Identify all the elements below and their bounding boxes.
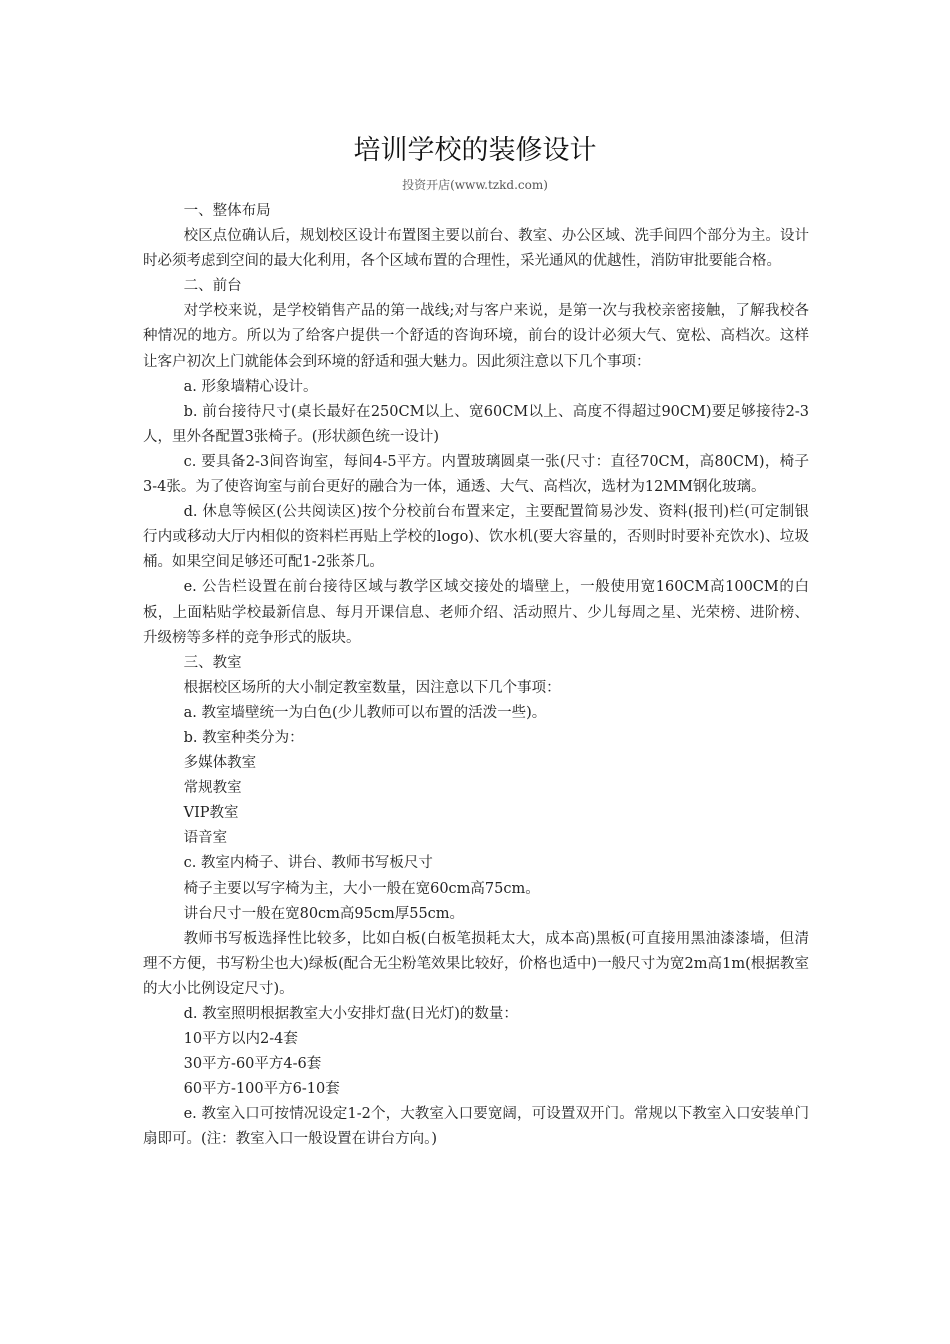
paragraph: 椅子主要以写字椅为主，大小一般在宽60cm高75cm。 bbox=[183, 880, 540, 897]
paragraph: 常规教室 bbox=[183, 780, 242, 797]
paragraph: 30平方-60平方4-6套 bbox=[183, 1056, 322, 1073]
paragraph: a. 教室墙壁统一为白色(少儿教师可以布置的活泼一些)。 bbox=[183, 704, 547, 721]
section-heading: 三、教室 bbox=[183, 654, 242, 671]
source-line: 投资开店(www.tzkd.com) bbox=[402, 178, 548, 192]
section-heading: 二、前台 bbox=[183, 278, 242, 295]
page-title: 培训学校的装修设计 bbox=[353, 135, 597, 166]
paragraph: e. 教室入口可按情况设定1-2个，大教室入口要宽阔，可设置双开门。常规以下教室入口安装单门扇即可。(注：教室入口一般设置在讲台方向。) bbox=[143, 1106, 809, 1148]
paragraph: d. 休息等候区(公共阅读区)按个分校前台布置来定，主要配置简易沙发、资料(报刊)栏(可定制银行内或移动大厅内相似的资料栏再贴上学校的logo)、饮水机(要大容量的，否则时时要补充饮水)、垃圾桶。如果空间足够还可配1-2张茶几。 bbox=[143, 504, 809, 571]
paragraph: 多媒体教室 bbox=[183, 755, 257, 772]
paragraph: 语音室 bbox=[183, 830, 228, 847]
paragraph: a. 形象墙精心设计。 bbox=[183, 378, 318, 395]
paragraph: d. 教室照明根据教室大小安排灯盘(日光灯)的数量： bbox=[183, 1006, 518, 1022]
paragraph: b. 前台接待尺寸(桌长最好在250CM以上、宽60CM以上、高度不得超过90CM)要足够接待2-3人，里外各配置3张椅子。(形状颜色统一设计) bbox=[143, 403, 809, 445]
paragraph: c. 教室内椅子、讲台、教师书写板尺寸 bbox=[183, 855, 433, 872]
paragraph: 60平方-100平方6-10套 bbox=[183, 1081, 340, 1098]
paragraph: 对学校来说，是学校销售产品的第一战线;对与客户来说，是第一次与我校亲密接触，了解我校各种情况的地方。所以为了给客户提供一个舒适的咨询环境，前台的设计必须大气、宽松、高档次。这样让客户初次上门就能体会到环境的舒适和强大魅力。因此须注意以下几个事项： bbox=[143, 303, 809, 370]
paragraph: e. 公告栏设置在前台接待区域与教学区域交接处的墙壁上，一般使用宽160CM高100CM的白板，上面粘贴学校最新信息、每月开课信息、老师介绍、活动照片、少儿每周之星、光荣榜、进阶榜、升级榜等多样的竞争形式的版块。 bbox=[143, 579, 809, 646]
paragraph: b. 教室种类分为： bbox=[183, 729, 304, 746]
paragraph: VIP教室 bbox=[183, 805, 239, 822]
paragraph: 10平方以内2-4套 bbox=[183, 1031, 298, 1048]
paragraph: 讲台尺寸一般在宽80cm高95cm厚55cm。 bbox=[183, 905, 465, 922]
paragraph: 根据校区场所的大小制定教室数量，因注意以下几个事项： bbox=[183, 679, 561, 696]
document-body bbox=[143, 199, 809, 1153]
paragraph: c. 要具备2-3间咨询室，每间4-5平方。内置玻璃圆桌一张(尺寸：直径70CM，高80CM)，椅子3-4张。为了使咨询室与前台更好的融合为一体，通透、大气、高档次，选材为12MM钢化玻璃。 bbox=[143, 453, 809, 496]
section-heading: 一、整体布局 bbox=[183, 203, 271, 219]
paragraph: 教师书写板选择性比较多，比如白板(白板笔损耗太大，成本高)黑板(可直接用黑油漆漆墙，但清理不方便，书写粉尘也大)绿板(配合无尘粉笔效果比较好，价格也适中)一般尺寸为宽2m高1m(根据教室的大小比例设定尺寸)。 bbox=[143, 930, 809, 997]
paragraph: 校区点位确认后，规划校区设计布置图主要以前台、教室、办公区域、洗手间四个部分为主。设计时必须考虑到空间的最大化利用，各个区域布置的合理性，采光通风的优越性，消防审批要能合格。 bbox=[143, 228, 809, 270]
